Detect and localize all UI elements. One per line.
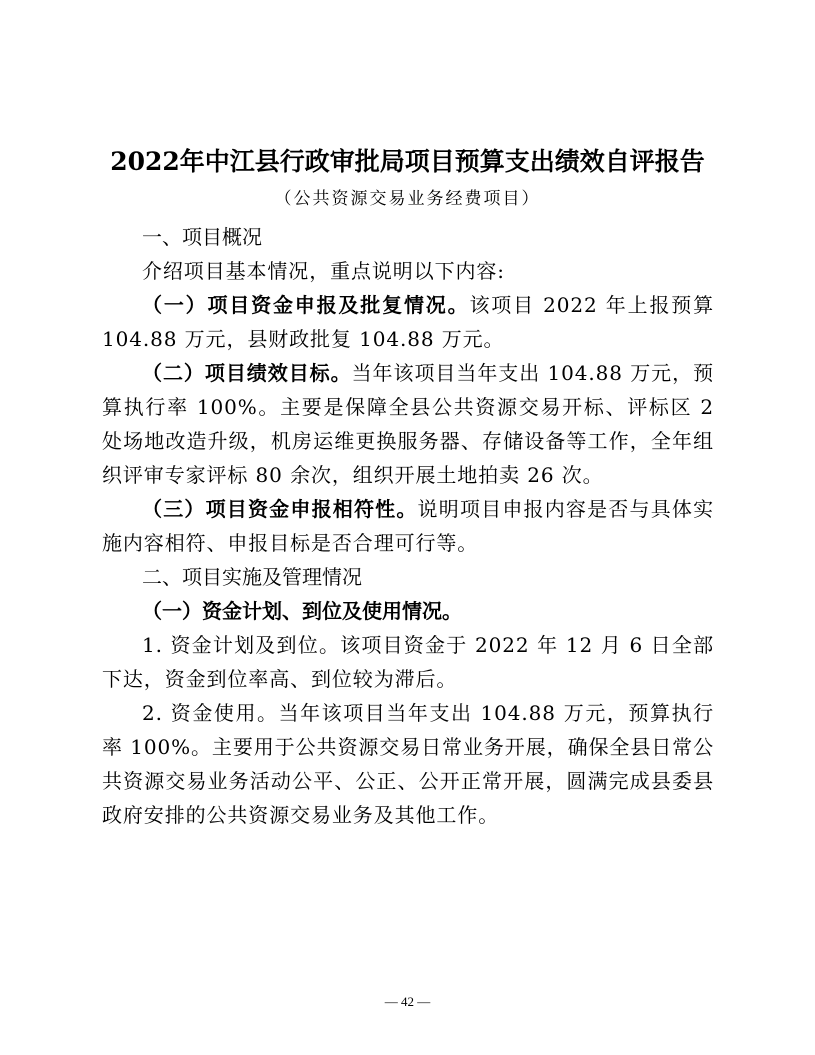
intro-paragraph: 介绍项目基本情况，重点说明以下内容: — [142, 259, 505, 283]
subsection-heading-fund-plan: （一）资金计划、到位及使用情况。 — [142, 599, 462, 623]
paragraph-text-fund-application: 该项目 2022 年上报预算 104.88 万元，县财政批复 104.88 万元。 — [102, 293, 715, 351]
paragraph-fund-use: 2. 资金使用。当年该项目当年支出 104.88 万元，预算执行率 100%。主要用于公共资源交易日常业务开展，确保全县日常公共资源交易业务活动公平、公正、公开正常开展，圆满完成县委县政府安排的公共资源交易业务及其他工作。 — [102, 701, 714, 827]
paragraph-lead-fund-application: （一）项目资金申报及批复情况。 — [142, 293, 470, 317]
paragraph-fund-application — [102, 288, 714, 356]
paragraph-consistency — [102, 492, 714, 560]
paragraph-fund-plan: 1. 资金计划及到位。该项目资金于 2022 年 12 月 6 日全部下达，资金到位率高、到位较为滞后。 — [102, 633, 714, 691]
report-body — [102, 220, 714, 832]
paragraph-performance-goals — [102, 356, 714, 492]
report-title: 2022年中江县行政审批局项目预算支出绩效自评报告 — [110, 147, 705, 176]
paragraph-lead-consistency: （三）项目资金申报相符性。 — [142, 497, 418, 521]
paragraph-lead-performance-goals: （二）项目绩效目标。 — [142, 361, 352, 385]
section-heading-project-overview: 一、项目概况 — [142, 225, 262, 249]
page-number: — 42 — — [384, 994, 431, 1009]
section-heading-implementation: 二、项目实施及管理情况 — [142, 565, 362, 589]
report-subtitle: （公共资源交易业务经费项目） — [274, 189, 541, 209]
paragraph-text-performance-goals: 当年该项目当年支出 104.88 万元，预算执行率 100%。主要是保障全县公共资源交易开标、评标区 2 处场地改造升级，机房运维更换服务器、存储设备等工作，全年组织评审专家评标 80 余次，组织开展土地拍卖 26 次。 — [102, 361, 714, 487]
paragraph-text-consistency: 说明项目申报内容是否与具体实施内容相符、申报目标是否合理可行等。 — [102, 497, 714, 555]
